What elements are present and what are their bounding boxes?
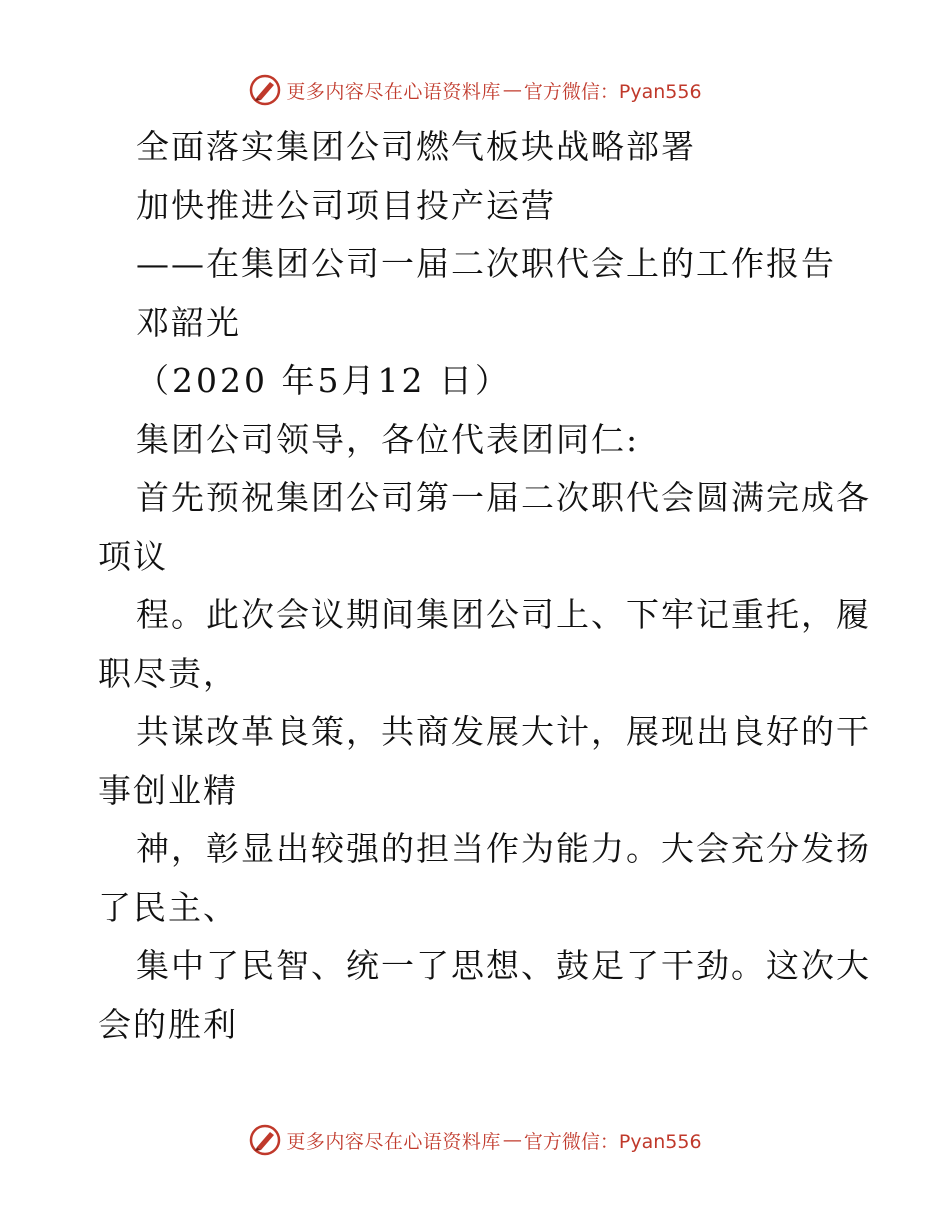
pen-logo-icon [248,73,282,107]
doc-author: 邓韶光 [136,302,241,342]
banner-text: 更多内容尽在心语资料库 [286,1130,501,1153]
banner-separator: — [502,1129,522,1151]
body-line: 了民主、 [98,887,238,927]
footer-banner [0,1120,950,1160]
body-line: 程。此次会议期间集团公司上、下牢记重托，履 [136,595,871,634]
pen-logo-icon [248,1123,282,1157]
banner-wechat: 官方微信：Pyan556 [523,1130,702,1153]
banner-wechat: 官方微信：Pyan556 [523,80,702,103]
document-body [98,118,871,1054]
header-banner [0,70,950,110]
body-line: 会的胜利 [98,1004,238,1044]
body-line: 首先预祝集团公司第一届二次职代会圆满完成各 [136,478,871,517]
body-line: 集中了民智、统一了思想、鼓足了干劲。这次大 [136,946,871,985]
body-line: 事创业精 [98,770,238,810]
body-line: 职尽责， [98,653,238,693]
doc-title-line-1: 全面落实集团公司燃气板块战略部署 [136,127,696,166]
banner-text: 更多内容尽在心语资料库 [286,80,501,103]
body-line: 神，彰显出较强的担当作为能力。大会充分发扬 [136,829,871,868]
doc-subtitle: ——在集团公司一届二次职代会上的工作报告 [136,244,836,283]
doc-salutation: 集团公司领导，各位代表团同仁: [136,419,640,459]
banner-separator: — [502,79,522,101]
body-line: 项议 [98,536,168,576]
doc-title-line-2: 加快推进公司项目投产运营 [136,185,556,225]
doc-date: （2020 年5月12 日） [136,361,511,400]
body-line: 共谋改革良策，共商发展大计，展现出良好的干 [136,712,871,751]
